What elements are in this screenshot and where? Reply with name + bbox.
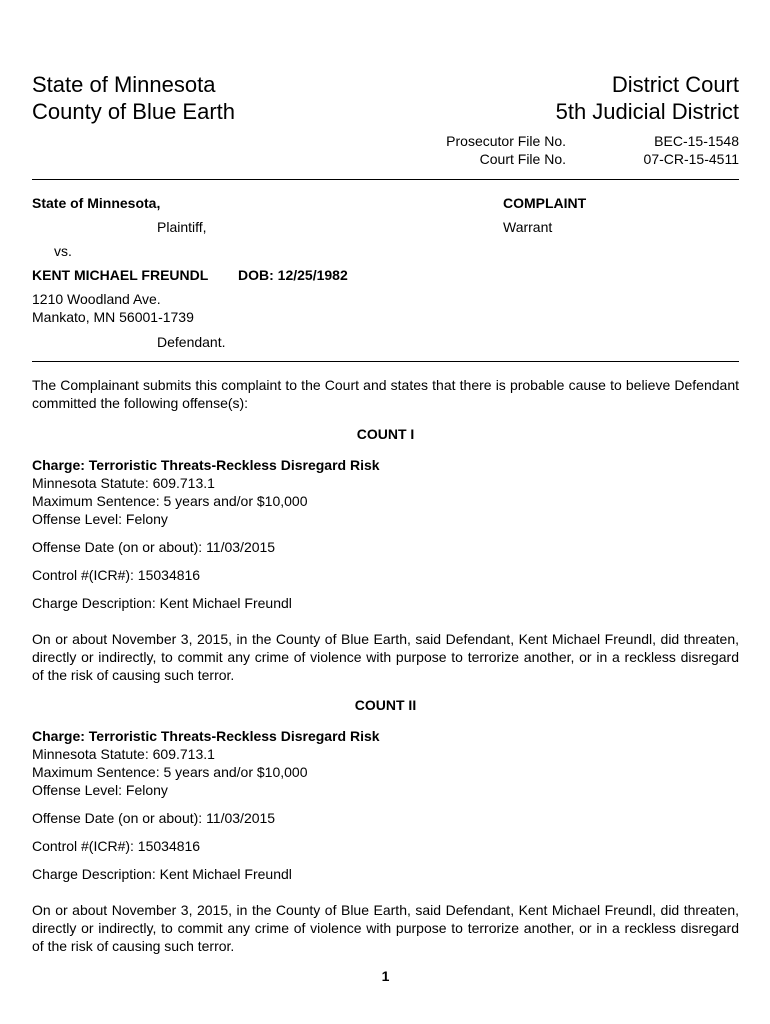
count-2-statute: Minnesota Statute: 609.713.1 [32,746,215,762]
count-1-title: COUNT I [356,426,415,442]
count-2-control-number: Control #(ICR#): 15034816 [32,838,201,854]
header-divider [32,179,739,180]
plaintiff-role: Plaintiff, [157,219,207,235]
county-heading: County of Blue Earth [32,99,236,124]
document-subtype: Warrant [503,219,553,235]
defendant-address-line1: 1210 Woodland Ave. [32,291,161,307]
count-2-charge: Charge: Terroristic Threats-Reckless Disregard Risk [32,728,380,744]
defendant-role: Defendant. [157,334,226,350]
count-1-description: Charge Description: Kent Michael Freundl [32,595,292,611]
count-2-offense-date: Offense Date (on or about): 11/03/2015 [32,810,276,826]
plaintiff-name: State of Minnesota, [32,195,161,211]
prosecutor-file-number: BEC-15-1548 [654,133,739,149]
defendant-dob: DOB: 12/25/1982 [238,267,348,283]
count-2-offense-level: Offense Level: Felony [32,782,168,798]
count-2-narrative: On or about November 3, 2015, in the County of Blue Earth, said Defendant, Kent Michael Freundl, did threaten, directly or indirectly, to commit any crime of violence with purpose to terrorize another, or in a reckless disregard of the risk of causing such terror. [32,902,739,954]
district-heading: 5th Judicial District [555,99,739,124]
state-heading: State of Minnesota [32,72,216,97]
count-1-max-sentence: Maximum Sentence: 5 years and/or $10,000 [32,493,308,509]
count-1-offense-level: Offense Level: Felony [32,511,168,527]
count-2-title: COUNT II [354,697,417,713]
count-1-charge: Charge: Terroristic Threats-Reckless Disregard Risk [32,457,380,473]
defendant-name: KENT MICHAEL FREUNDL [32,267,209,283]
count-1-narrative: On or about November 3, 2015, in the County of Blue Earth, said Defendant, Kent Michael Freundl, did threaten, directly or indirectly, to commit any crime of violence with purpose to terrorize another, or in a reckless disregard of the risk of causing such terror. [32,631,739,683]
document-type: COMPLAINT [503,195,587,211]
versus-label: vs. [54,243,72,259]
court-file-label: Court File No. [479,151,566,167]
court-file-number: 07-CR-15-4511 [643,151,739,167]
intro-paragraph: The Complainant submits this complaint to the Court and states that there is probable cause to believe Defendant committed the following offense(s): [32,377,739,411]
caption-divider [32,361,739,362]
page-number: 1 [381,968,390,984]
count-1-statute: Minnesota Statute: 609.713.1 [32,475,215,491]
prosecutor-file-label: Prosecutor File No. [446,133,566,149]
count-2-description: Charge Description: Kent Michael Freundl [32,866,292,882]
count-2-max-sentence: Maximum Sentence: 5 years and/or $10,000 [32,764,308,780]
count-1-offense-date: Offense Date (on or about): 11/03/2015 [32,539,276,555]
defendant-address-line2: Mankato, MN 56001-1739 [32,309,194,325]
court-heading: District Court [611,72,739,97]
count-1-control-number: Control #(ICR#): 15034816 [32,567,201,583]
